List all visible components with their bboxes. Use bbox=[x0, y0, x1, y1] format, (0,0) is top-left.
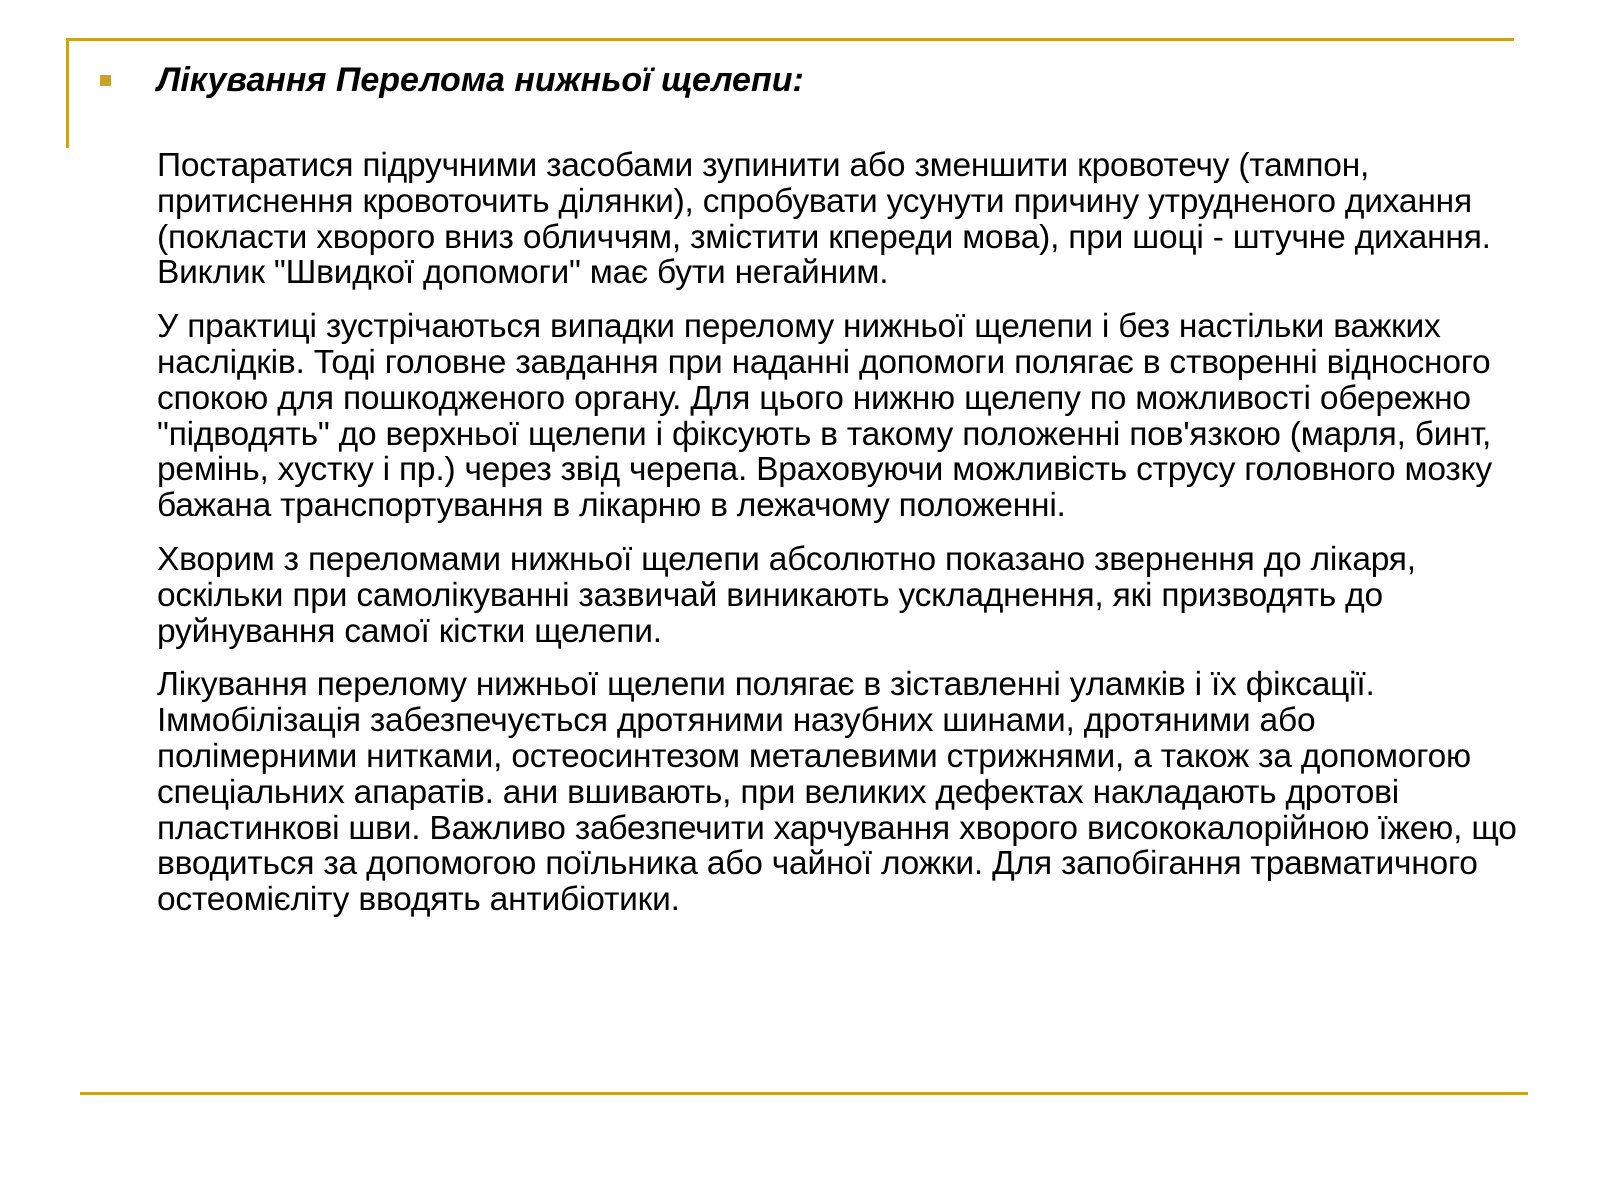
top-divider bbox=[66, 38, 1514, 41]
left-divider bbox=[66, 38, 69, 148]
slide-body bbox=[157, 148, 1517, 936]
bottom-divider bbox=[80, 1092, 1528, 1095]
paragraph-treatment: Лікування перелому нижньої щелепи полягає в зіставленні уламків і їх фіксації. Іммобілізація забезпечується дротяними назубних шинами, дротяними або полімерними нитками, остеосинтезом металевими стрижнями, а також за допомогою спеціальних апаратів. ани вшивають, при великих дефектах накладають дротові пластинкові шви. Важливо забезпечити харчування хворого висококалорійною їжею, що вводиться за допомогою поїльника або чайної ложки. Для запобігання травматичного остеомієліту вводять антибіотики. bbox=[157, 666, 1517, 919]
slide-heading: Лікування Перелома нижньої щелепи: bbox=[157, 61, 804, 99]
square-bullet-icon bbox=[100, 75, 111, 86]
paragraph-doctor-visit: Хворим з переломами нижньої щелепи абсолютно показано звернення до лікаря, оскільки при самолікуванні зазвичай виникають ускладнення, які призводять до руйнування самої кістки щелепи. bbox=[157, 540, 1416, 650]
paragraph-first-aid: Постаратися підручними засобами зупинити або зменшити кровотечу (тампон, притиснення кровоточить ділянки), спробувати усунути причину утрудненого дихання (покласти хворого вниз обличчям, змістити кпереди мова), при шоці - штучне дихання. Виклик "Швидкої допомоги" має бути негайним. bbox=[157, 147, 1491, 292]
paragraph-immobilization: У практиці зустрічаються випадки перелому нижньої щелепи і без настільки важких наслідків. Тоді головне завдання при наданні допомоги полягає в створенні відносного спокою для пошкодженого органу. Для цього нижню щелепу по можливості обережно "підводять" до верхньої щелепи і фіксують в такому положенні пов'язкою (марля, бинт, ремінь, хустку і пр.) через звід черепа. Враховуючи можливість струсу головного мозку бажана транспортування в лікарню в лежачому положенні. bbox=[157, 308, 1492, 525]
